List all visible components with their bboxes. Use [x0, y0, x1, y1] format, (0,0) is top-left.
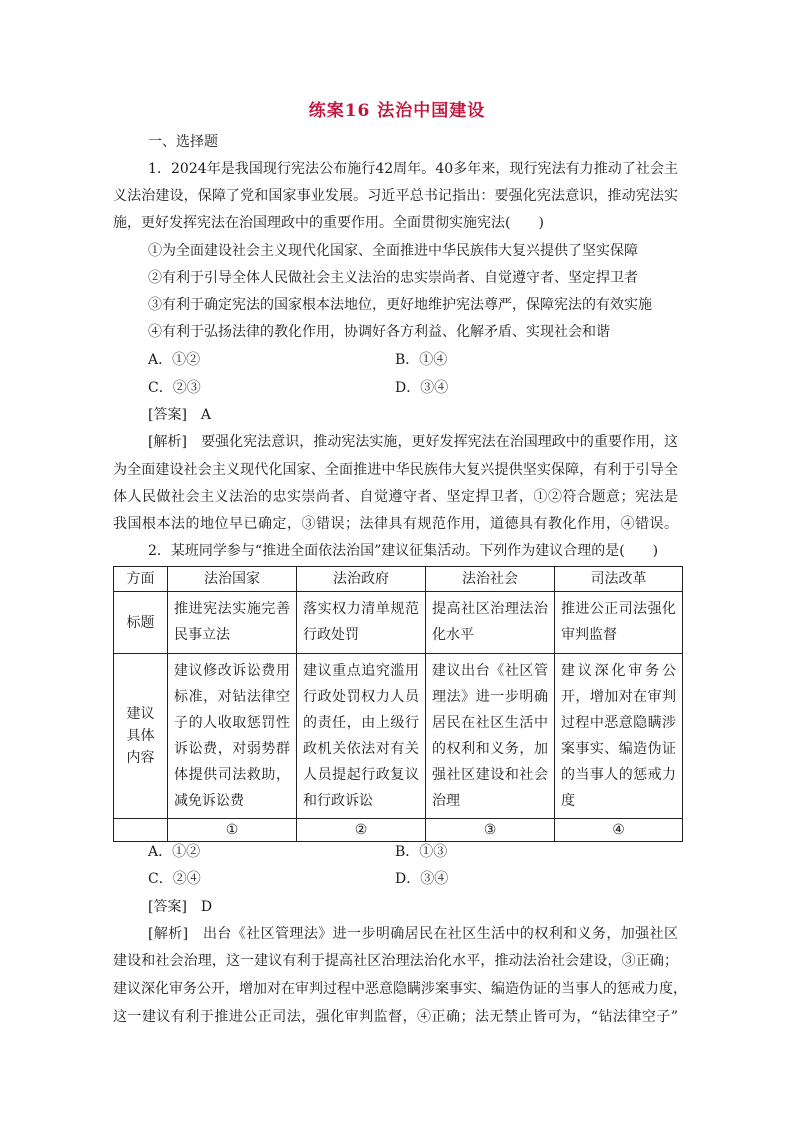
table-cell: 建议深化审务公开，增加对在审判过程中恶意隐瞒涉案事实、编造伪证的当事人的惩戒力度	[555, 654, 683, 819]
table-cell: 落实权力清单规范行政处罚	[297, 592, 426, 654]
table-mark: ④	[555, 819, 683, 842]
table-row	[114, 654, 683, 819]
q1-option-a: A．①②	[148, 352, 201, 368]
table-row	[114, 592, 683, 654]
q2-analysis-line: 建设和社会治理，这一建议有利于提高社区治理法治化水平，推动法治社会建设，③正确；	[113, 953, 678, 969]
q1-item: ③有利于确定宪法的国家根本法地位，更好地维护宪法尊严，保障宪法的有效实施	[148, 297, 652, 313]
table-header-row	[114, 567, 683, 592]
row-label-content: 建议具体内容	[114, 654, 168, 819]
table-cell: 建议修改诉讼费用标准，对钻法律空子的人收取惩罚性诉讼费，对弱势群体提供司法救助，减免诉讼费	[168, 654, 297, 819]
q1-stem-line: 1．2024年是我国现行宪法公布施行42周年。40多年来，现行宪法有力推动了社会主	[148, 161, 678, 177]
table-header-cell: 法治政府	[297, 567, 426, 592]
q1-answer: [答案] A	[148, 407, 212, 423]
q2-option-b: B．①③	[395, 844, 448, 860]
table-row	[114, 819, 683, 842]
q2-stem: 2．某班同学参与“推进全面依法治国”建议征集活动。下列作为建议合理的是( )	[148, 543, 659, 559]
q2-option-d: D．③④	[395, 871, 449, 887]
q2-option-c: C．②④	[148, 871, 201, 887]
table-cell: 推进公正司法强化审判监督	[555, 592, 683, 654]
q1-analysis-line: [解析] 要强化宪法意识，推动宪法实施，更好发挥宪法在治国理政中的重要作用，这	[148, 434, 678, 450]
table-header-cell: 法治国家	[168, 567, 297, 592]
q1-stem-line: 义法治建设，保障了党和国家事业发展。习近平总书记指出：要强化宪法意识，推动宪法实	[113, 188, 678, 204]
table-cell: 建议重点追究滥用行政处罚权力人员的责任，由上级行政机关依法对有关人员提起行政复议和行政诉讼	[297, 654, 426, 819]
table-cell-empty	[114, 819, 168, 842]
q1-analysis-line: 为全面建设社会主义现代化国家、全面推进中华民族伟大复兴提供坚实保障，有利于引导全	[113, 462, 678, 478]
q1-analysis-line: 体人民做社会主义法治的忠实崇尚者、自觉遵守者、坚定捍卫者，①②符合题意；宪法是	[113, 489, 678, 505]
table-cell: 建议出台《社区管理法》进一步明确居民在社区生活中的权利和义务，加强社区建设和社会治理	[426, 654, 555, 819]
section-heading: 一、选择题	[148, 134, 218, 150]
q1-stem-line: 施，更好发挥宪法在治国理政中的重要作用。全面贯彻实施宪法( )	[113, 215, 544, 231]
q1-option-b: B．①④	[395, 352, 448, 368]
q1-item: ④有利于弘扬法律的教化作用，协调好各方利益、化解矛盾、实现社会和谐	[148, 324, 610, 340]
q2-option-a: A．①②	[148, 844, 201, 860]
q2-analysis-line: [解析] 出台《社区管理法》进一步明确居民在社区生活中的权利和义务，加强社区	[148, 926, 678, 942]
table-mark: ②	[297, 819, 426, 842]
q1-analysis-line: 我国根本法的地位早已确定，③错误；法律具有规范作用，道德具有教化作用，④错误。	[113, 516, 678, 532]
q2-analysis-line: 建议深化审务公开，增加对在审判过程中恶意隐瞒涉案事实、编造伪证的当事人的惩戒力度，	[113, 981, 687, 997]
row-label-title: 标题	[114, 592, 168, 654]
table-mark: ①	[168, 819, 297, 842]
q1-item: ②有利于引导全体人民做社会主义法治的忠实崇尚者、自觉遵守者、坚定捍卫者	[148, 270, 638, 286]
table-header-cell: 司法改革	[555, 567, 683, 592]
q1-option-c: C．②③	[148, 380, 201, 396]
table-header-cell: 法治社会	[426, 567, 555, 592]
page-title: 练案16 法治中国建设	[308, 101, 486, 121]
table-cell: 提高社区治理法治化水平	[426, 592, 555, 654]
table-header-cell: 方面	[114, 567, 168, 592]
proposal-table	[113, 566, 683, 842]
table-cell: 推进宪法实施完善民事立法	[168, 592, 297, 654]
q2-analysis-line: 这一建议有利于推进公正司法，强化审判监督，④正确；法无禁止皆可为，“钻法律空子”	[113, 1009, 678, 1025]
q1-item: ①为全面建设社会主义现代化国家、全面推进中华民族伟大复兴提供了坚实保障	[148, 243, 638, 259]
q1-option-d: D．③④	[395, 380, 449, 396]
q2-answer: [答案] D	[148, 899, 213, 915]
table-mark: ③	[426, 819, 555, 842]
